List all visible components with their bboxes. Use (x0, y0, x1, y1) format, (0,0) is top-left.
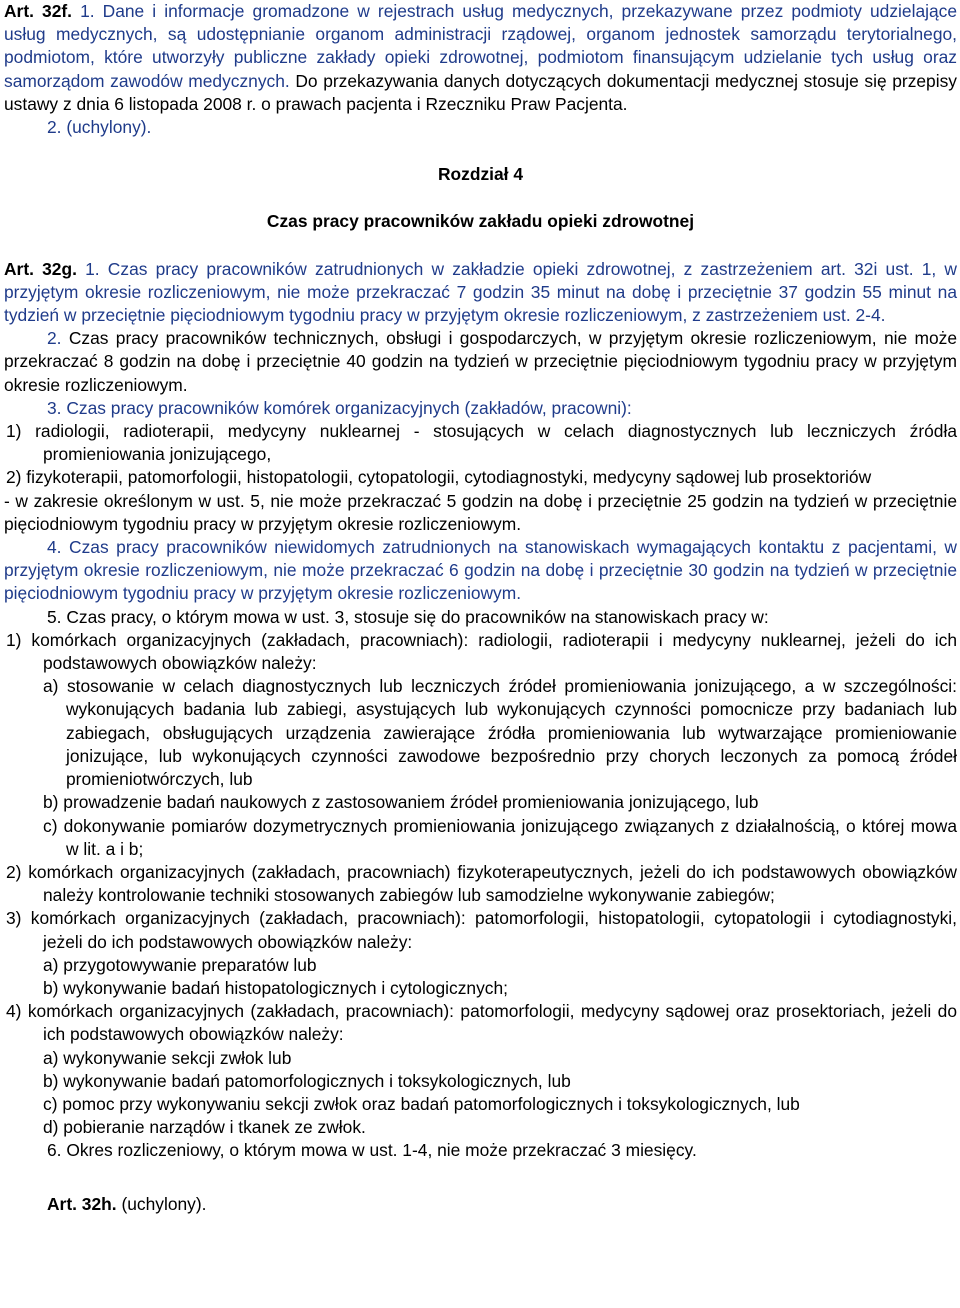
art32g-ust5-item-3-b: b) wykonywanie badań histopatologicznych i cytologicznych; (43, 977, 508, 998)
art32h-paragraph (4, 1193, 957, 1216)
art32h-text: (uchylony). (121, 1193, 207, 1214)
art32g-ust3-item-1: 1) radiologii, radioterapii, medycyny nuklearnej - stosujących w celach diagnostycznych lub leczniczych źródła promieniowania jonizującego, (6, 421, 957, 465)
art32g-ust2 (4, 327, 957, 397)
art32h-number: Art. 32h. (47, 1193, 117, 1214)
art32g-ust5-item-3: 3) komórkach organizacyjnych (zakładach, pracowniach): patomorfologii, histopatologii, cytopatologii i cytodiagnostyki, jeżeli do ich podstawowych obowiązków należy: (6, 908, 957, 952)
art32g-ust3-item-2: 2) fizykoterapii, patomorfologii, histopatologii, cytopatologii, cytodiagnostyki, medycyny sądowej lub prosektoriów (6, 467, 872, 488)
art32g-ust5-item-4-a: a) wykonywanie sekcji zwłok lub (43, 1047, 292, 1068)
art32g-number: Art. 32g. (4, 258, 77, 279)
art32f-number: Art. 32f. (4, 1, 72, 21)
art32g-ust3-tail: - w zakresie określonym w ust. 5, nie może przekraczać 5 godzin na dobę i przeciętnie 25 godzin na tydzień w przeciętnie pięciodniowym tygodniu pracy w przyjętym okresie rozliczeniowym. (4, 490, 957, 534)
art32f-paragraph-1 (4, 0, 957, 116)
art32g-ust5-item-4: 4) komórkach organizacyjnych (zakładach, pracowniach): patomorfologii, medycyny sądowej oraz prosektoriach, jeżeli do ich podstawowych obowiązków należy: (6, 1001, 957, 1045)
art32g-ust5-item-1-c: c) dokonywanie pomiarów dozymetrycznych promieniowania jonizującego związanych z działalnością, o której mowa w lit. a i b; (43, 815, 957, 859)
art32g-ust2-number: 2. (47, 328, 62, 349)
art32g-ust5-item-3-a: a) przygotowywanie preparatów lub (43, 954, 317, 975)
art32g-ust6: 6. Okres rozliczeniowy, o którym mowa w ust. 1-4, nie może przekraczać 3 miesięcy. (47, 1140, 697, 1161)
art32g-ust5: 5. Czas pracy, o którym mowa w ust. 3, stosuje się do pracowników na stanowiskach pracy w: (47, 606, 769, 627)
art32f-ust1-text: Dane i informacje gromadzone w rejestrach usług medycznych, przekazywane przez podmioty udzielające usług medycznych, są udostępnianie organom administracji rządowej, organom jednostek samorządu terytorialnego, podmiotom, które utworzyły publiczne zakłady opieki zdrowotnej, podmiotom finansującym udzielanie tych usług oraz samorządom zawodów medycznych. (4, 1, 958, 91)
art32g-ust3: 3. Czas pracy pracowników komórek organizacyjnych (zakładów, pracowni): (47, 397, 632, 418)
art32g-ust5-item-4-c: c) pomoc przy wykonywaniu sekcji zwłok oraz badań patomorfologicznych i toksykologicznych, lub (43, 1093, 800, 1114)
art32f-ust1-rest: Do przekazywania danych dotyczących dokumentacji medycznej stosuje się przepisy ustawy z dnia 6 listopada 2008 r. o prawach pacjenta i Rzeczniku Praw Pacjenta. (4, 70, 957, 114)
art32g-ust4: 4. Czas pracy pracowników niewidomych zatrudnionych na stanowiskach wymagających kontaktu z pacjentami, w przyjętym okresie rozliczeniowym, nie może przekraczać 6 godzin na dobę i przeciętnie 30 godzin na tydzień w przeciętnie pięciodniowym tygodniu pracy w przyjętym okresie rozliczeniowym. (4, 537, 957, 604)
art32f-ust1-number: 1. (72, 1, 103, 21)
art32g-ust5-item-1: 1) komórkach organizacyjnych (zakładach, pracowniach): radiologii, radioterapii i medycyny nuklearnej, jeżeli do ich podstawowych obowiązków należy: (6, 629, 957, 674)
art32g-ust5-item-1-b: b) prowadzenie badań naukowych z zastosowaniem źródeł promieniowania jonizującego, lub (43, 792, 759, 813)
art32f-ust2: 2. (uchylony). (47, 117, 152, 138)
art32g-ust1-text: 1. Czas pracy pracowników zatrudnionych w zakładzie opieki zdrowotnej, z zastrzeżeniem art. 32i ust. 1, w przyjętym okresie rozliczeniowym, nie może przekraczać 7 godzin 35 minut na dobę i przeciętnie 37 godzin 55 minut na tydzień w przeciętnie pięciodniowym tygodniu pracy w przyjętym okresie rozliczeniowym, z zastrzeżeniem ust. 2-4. (4, 258, 957, 326)
art32g-ust5-item-2: 2) komórkach organizacyjnych (zakładach, pracowniach) fizykoterapeutycznych, jeżeli do ich podstawowych obowiązków należy kontrolowanie techniki stosowanych zabiegów lub samodzielne wykonywanie zabiegów; (6, 861, 957, 906)
art32g-ust2-text: Czas pracy pracowników technicznych, obsługi i gospodarczych, w przyjętym okresie rozliczeniowym, nie może przekraczać 8 godzin na dobę i przeciętnie 40 godzin na tydzień w przeciętnie pięciodniowym tygodniu pracy w przyjętym okresie rozliczeniowym. (4, 328, 957, 395)
chapter-title: Czas pracy pracowników zakładu opieki zdrowotnej (266, 211, 695, 232)
art32g-ust1 (4, 258, 957, 328)
art32g-ust5-item-1-a: a) stosowanie w celach diagnostycznych lub leczniczych źródeł promieniowania jonizującego, a w szczególności: wykonujących badania lub zabiegi, asystujących lub wykonujących czynności pomocnicze przy badaniach lub zabiegach, obsługujących urządzenia zawierające źródła promieniowania lub wytwarzające promieniowanie jonizujące, lub wykonujących czynności zawodowe bezpośrednio przy chorych leczonych za pomocą źródeł promieniotwórczych, lub (43, 676, 957, 790)
art32g-ust5-item-4-d: d) pobieranie narządów i tkanek ze zwłok. (43, 1117, 366, 1138)
chapter-number: Rozdział 4 (437, 164, 524, 185)
art32g-ust5-item-4-b: b) wykonywanie badań patomorfologicznych i toksykologicznych, lub (43, 1070, 571, 1091)
